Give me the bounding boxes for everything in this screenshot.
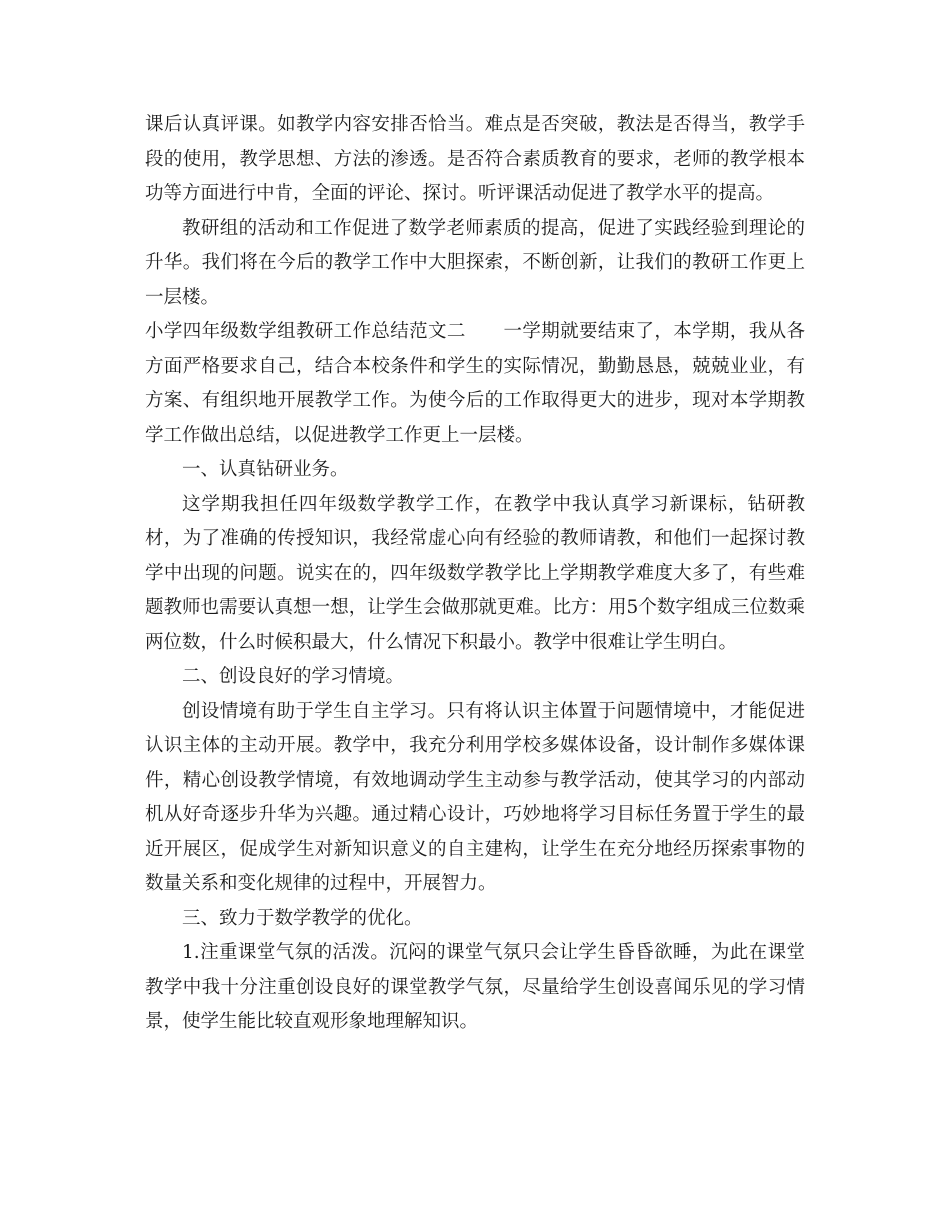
section-heading-1: 一、认真钻研业务。 <box>182 459 349 480</box>
paragraph-conclusion: 教研组的活动和工作促进了数学老师素质的提高，促进了实践经验到理论的升华。我们将在今后的教学工作中大胆探索，不断创新，让我们的教研工作更上一层楼。 <box>145 217 805 308</box>
section-heading-2: 二、创设良好的学习情境。 <box>182 666 405 687</box>
paragraph-evaluation: 课后认真评课。如教学内容安排否恰当。难点是否突破，教法是否得当，教学手段的使用，教学思想、方法的渗透。是否符合素质教育的要求，老师的教学根本功等方面进行中肯，全面的评论、探讨。听评课活动促进了教学水平的提高。 <box>145 114 805 204</box>
paragraph-section-2: 创设情境有助于学生自主学习。只有将认识主体置于问题情境中，才能促进认识主体的主动开展。教学中，我充分利用学校多媒体设备，设计制作多媒体课件，精心创设教学情境，有效地调动学生主动参与教学活动，使其学习的内部动机从好奇逐步升华为兴趣。通过精心设计，巧妙地将学习目标任务置于学生的最近开展区，促成学生对新知识意义的自主建构，让学生在充分地经历探索事物的数量关系和变化规律的过程中，开展智力。 <box>145 700 805 894</box>
document-body <box>145 108 805 1040</box>
paragraph-sample-two-intro: 小学四年级数学组教研工作总结范文二 一学期就要结束了，本学期，我从各方面严格要求自己，结合本校条件和学生的实际情况，勤勤恳恳，兢兢业业，有方案、有组织地开展教学工作。为使今后的工作取得更大的进步，现对本学期教学工作做出总结，以促进教学工作更上一层楼。 <box>145 321 805 446</box>
section-heading-3: 三、致力于数学教学的优化。 <box>182 907 423 929</box>
paragraph-section-3-item-1: 1.注重课堂气氛的活泼。沉闷的课堂气氛只会让学生昏昏欲睡，为此在课堂教学中我十分注重创设良好的课堂教学气氛，尽量给学生创设喜闻乐见的学习情景，使学生能比较直观形象地理解知识。 <box>145 942 805 1032</box>
paragraph-section-1: 这学期我担任四年级数学教学工作，在教学中我认真学习新课标，钻研教材，为了准确的传授知识，我经常虚心向有经验的教师请教，和他们一起探讨教学中出现的问题。说实在的，四年级数学教学比上学期教学难度大多了，有些难题教师也需要认真想一想，让学生会做那就更难。比方：用5个数字组成三位数乘两位数，什么时候积最大，什么情况下积最小。教学中很难让学生明白。 <box>145 493 805 653</box>
